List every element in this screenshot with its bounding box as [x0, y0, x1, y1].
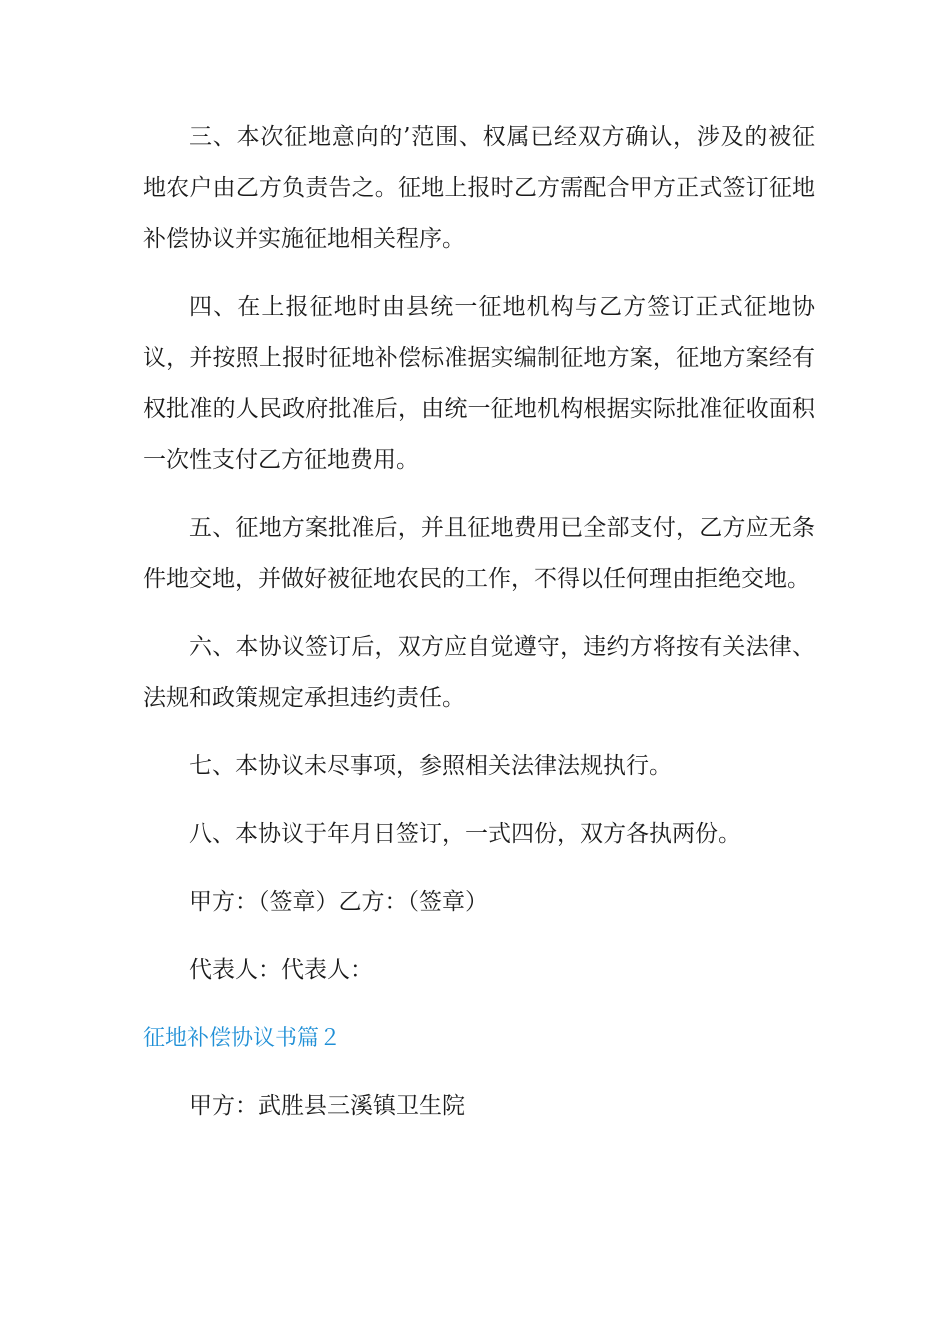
document-page [143, 112, 815, 1149]
clause-3: 三、本次征地意向的’范围、权属已经双方确认，涉及的被征地农户由乙方负责告之。征地上报时乙方需配合甲方正式签订征地补偿协议并实施征地相关程序。 [143, 124, 815, 252]
clause-6: 六、本协议签订后，双方应自觉遵守，违约方将按有关法律、法规和政策规定承担违约责任。 [143, 634, 815, 711]
signature-line: 甲方：（签章）乙方：（签章） [189, 889, 488, 915]
party-a-line: 甲方：武胜县三溪镇卫生院 [189, 1093, 465, 1119]
clause-8: 八、本协议于年月日签订，一式四份，双方各执两份。 [189, 821, 741, 847]
representative-line: 代表人：代表人： [189, 957, 373, 983]
clause-7: 七、本协议未尽事项，参照相关法律法规执行。 [189, 753, 672, 779]
clause-5: 五、征地方案批准后，并且征地费用已全部支付，乙方应无条件地交地，并做好被征地农民的工作，不得以任何理由拒绝交地。 [143, 515, 815, 592]
section-heading: 征地补偿协议书篇２ [143, 1026, 342, 1051]
clause-4: 四、在上报征地时由县统一征地机构与乙方签订正式征地协议，并按照上报时征地补偿标准据实编制征地方案，征地方案经有权批准的人民政府批准后，由统一征地机构根据实际批准征收面积一次性支付乙方征地费用。 [143, 294, 815, 473]
